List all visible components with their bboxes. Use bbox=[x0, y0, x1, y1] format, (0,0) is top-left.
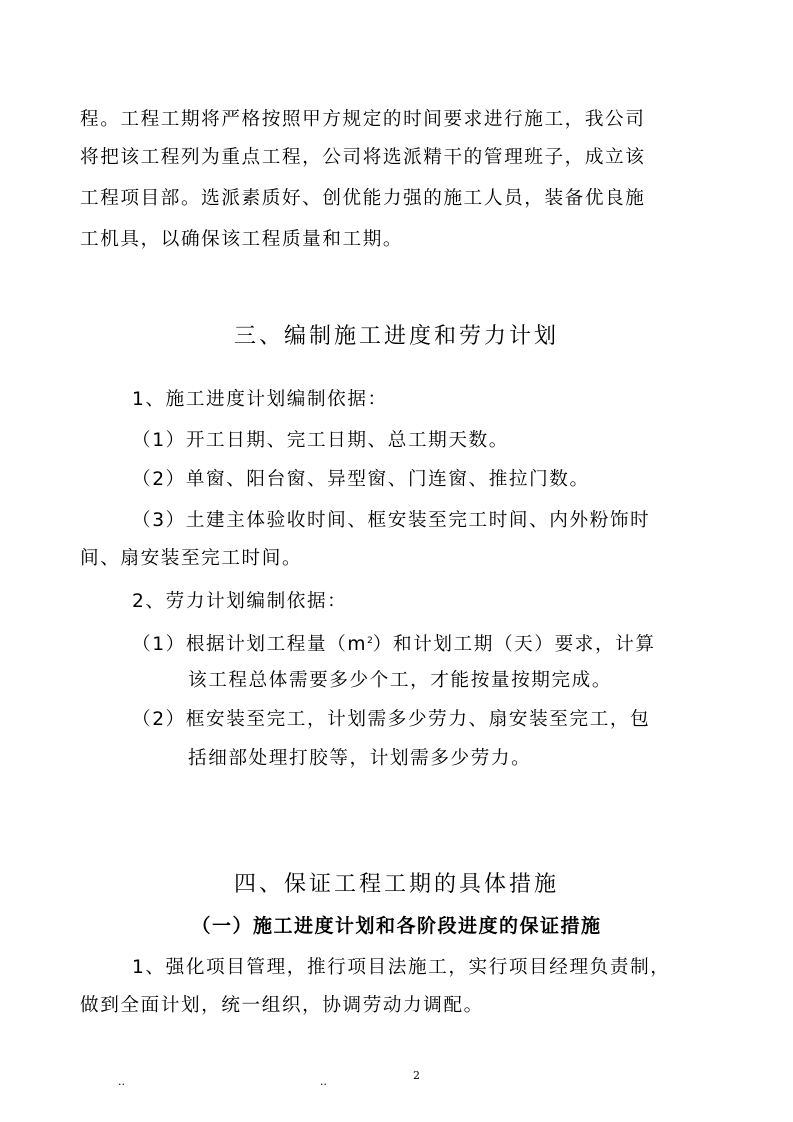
section-4-subtitle: （一）施工进度计划和各阶段进度的保证措施 bbox=[191, 915, 602, 937]
point-1-suffix: ）和计划工期（天）要求，计算 bbox=[372, 634, 656, 656]
section-3-item-1-point-3-line-2: 间、扇安装至完工时间。 bbox=[80, 548, 303, 569]
section-3-item-1-point-3-line-1: （3）土建主体验收时间、框安装至完工时间、内外粉饰时 bbox=[132, 510, 651, 531]
section-3-item-2-heading: 2、劳力计划编制依据： bbox=[132, 591, 348, 612]
point-1-prefix: （1）根据计划工程量（m bbox=[132, 634, 368, 656]
section-3-item-1-heading: 1、施工进度计划编制依据： bbox=[132, 389, 388, 410]
page-number: 2 bbox=[413, 1069, 420, 1082]
section-4-paragraph-line-2: 做到全面计划，统一组织，协调劳动力调配。 bbox=[80, 995, 484, 1016]
footer-mark-left: .. bbox=[118, 1075, 125, 1088]
intro-line-2: 将把该工程列为重点工程，公司将选派精干的管理班子，成立该 bbox=[80, 147, 646, 168]
section-3-item-2-point-1-line-2: 该工程总体需要多少个工，才能按量按期完成。 bbox=[188, 670, 613, 691]
footer-mark-middle: .. bbox=[320, 1075, 327, 1088]
intro-line-3: 工程项目部。选派素质好、创优能力强的施工人员，装备优良施 bbox=[80, 188, 646, 209]
section-3-title: 三、编制施工进度和劳力计划 bbox=[233, 324, 559, 349]
intro-line-1: 程。工程工期将严格按照甲方规定的时间要求进行施工，我公司 bbox=[80, 109, 646, 130]
section-3-item-2-point-1-line-1 bbox=[132, 629, 772, 657]
section-4-paragraph-line-1: 1、强化项目管理，推行项目法施工，实行项目经理负责制， bbox=[132, 957, 671, 978]
section-3-item-1-point-2: （2）单窗、阳台窗、异型窗、门连窗、推拉门数。 bbox=[132, 469, 590, 490]
section-3-item-2-point-2-line-2: 括细部处理打胶等，计划需多少劳力。 bbox=[188, 748, 532, 769]
section-4-title: 四、保证工程工期的具体措施 bbox=[233, 872, 559, 897]
intro-line-4: 工机具，以确保该工程质量和工期。 bbox=[80, 229, 404, 250]
superscript-2: 2 bbox=[367, 636, 373, 646]
section-3-item-1-point-1: （1）开工日期、完工日期、总工期天数。 bbox=[132, 430, 509, 451]
section-3-item-2-point-2-line-1: （2）框安装至完工，计划需多少劳力、扇安装至完工，包 bbox=[132, 709, 651, 730]
